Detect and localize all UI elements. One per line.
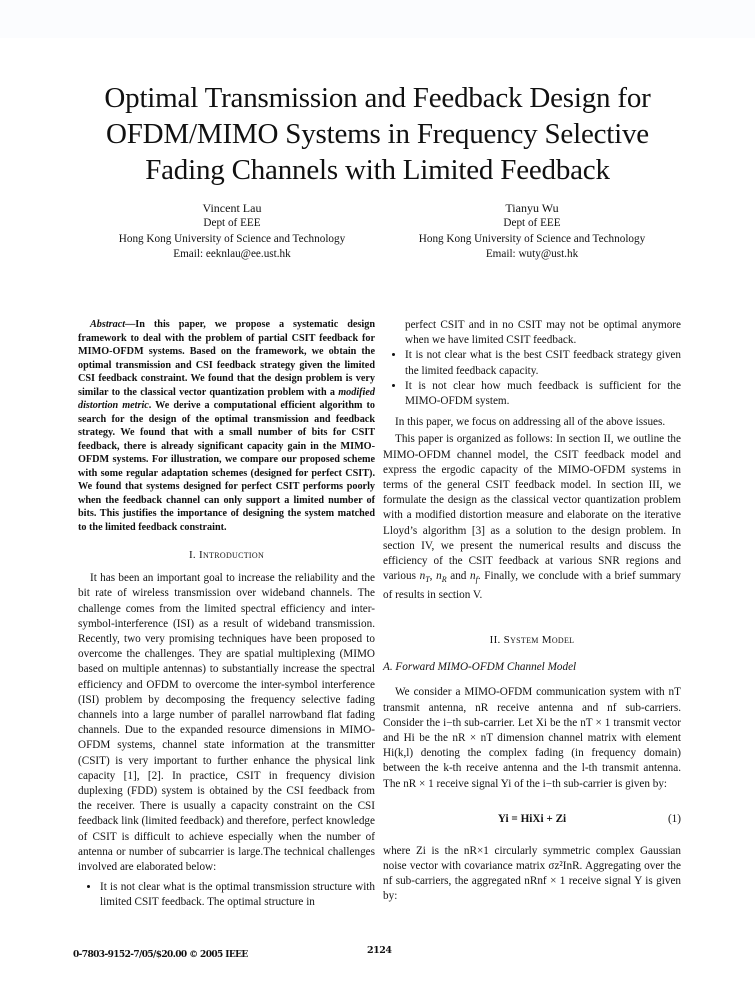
abstract-label: Abstract <box>90 319 126 330</box>
section-heading-system-model: II. System Model <box>489 633 575 646</box>
author-affiliation: Hong Kong University of Science and Technology <box>118 232 346 245</box>
top-band <box>0 0 755 38</box>
author-2 <box>372 201 692 263</box>
list-item: • It is not clear how much feedback is sufficient for the MIMO-OFDM system. <box>405 379 681 409</box>
equation-1 <box>383 812 681 828</box>
left-column <box>78 318 375 917</box>
equation-number: (1) <box>667 812 681 825</box>
list-item-continued: perfect CSIT and in no CSIT may not be optimal anymore when we have limited CSIT feedback. <box>405 319 681 347</box>
subsection-heading: A. Forward MIMO-OFDM Channel Model <box>383 661 577 674</box>
paper-title <box>40 80 715 188</box>
author-1 <box>72 201 392 263</box>
author-email: Email: wuty@ust.hk <box>485 248 579 261</box>
abstract-text: In this paper, we propose a systematic design framework to deal with the problem of partial CSIT feedback for MIMO-OFDM systems. Based on the framework, we obtain the optimal transmission and CSI feedback strategy given the limited CSI feedback constraint. We found that the design problem is very similar to the classical vector quantization problem with a <box>78 319 375 398</box>
title-line: Optimal Transmission and Feedback Design for <box>104 82 651 114</box>
abstract-emphasis: modified distortion metric <box>78 386 375 411</box>
author-name: Tianyu Wu <box>505 201 559 215</box>
right-column <box>383 318 681 905</box>
intro-paragraph: In this paper, we focus on addressing all of the above issues. <box>395 416 666 429</box>
challenges-list <box>78 880 375 910</box>
system-model-paragraph: We consider a MIMO-OFDM communication system with nT transmit antenna, nR receive antenna and nf sub-carriers. Consider the i−th sub-carrier. Let Xi be the nT × 1 transmit vector and Hi be the nR × nT dimension channel matrix with element Hi(k,l) denoting the complex fading (in frequency domain) between the k-th receive antenna and the l-th transmit antenna. The nR × 1 receive signal Yi of the i−th sub-carrier is given by: <box>383 686 681 790</box>
author-dept: Dept of EEE <box>203 217 261 230</box>
page-number: 2124 <box>367 945 392 956</box>
author-name: Vincent Lau <box>202 201 262 215</box>
title-line: OFDM/MIMO Systems in Frequency Selective <box>106 118 649 150</box>
title-line: Fading Channels with Limited Feedback <box>145 154 610 186</box>
system-model-paragraph: where Zi is the nR×1 circularly symmetric complex Gaussian noise vector with covariance matrix σz²InR. Aggregating over the nf sub-carriers, the aggregated nRnf × 1 receive signal Y is given by: <box>383 844 681 903</box>
author-dept: Dept of EEE <box>503 217 561 230</box>
intro-paragraph: It has been an important goal to increase the reliability and the bit rate of wireless transmission over wideband channels. The challenge comes from the limited spectral efficiency and inter-symbol-interference (ISI) as a result of wideband transmission. Recently, two very promising techniques have been proposed to overcome the challenges. They are spatial multiplexing (MIMO based on multiple antennas) to substantially increase the spectral efficiency and OFDM to overcome the inter-symbol interference (ISI) problem by decomposing the frequency selective fading channels into a large number of parallel narrowband flat fading channels. Due to the expanded resource dimensions in MIMO-OFDM systems, channel state information at the transmitter (CSIT) is very important to further enhance the physical link capacity [1], [2]. In practice, CSIT in frequency division duplexing (FDD) system is obtained by the CSI feedback from the receiver. There is usually a capacity constraint on the CSI feedback link (limited feedback) and therefore, perfect knowledge of CSIT is difficult to achieve especially when the number of antenna or number of subcarrier is large.The technical challenges involved are elaborated below: <box>78 572 375 874</box>
list-item: • It is not clear what is the optimal transmission structure with limited CSIT feedback. The optimal structure in <box>100 880 375 910</box>
author-email: Email: eeknlau@ee.ust.hk <box>173 248 291 261</box>
equation-body: Yi = HiXi + Zi <box>497 812 567 825</box>
section-heading-introduction: I. Introduction <box>188 549 265 561</box>
organization-paragraph: This paper is organized as follows: In section II, we outline the MIMO-OFDM channel model, the CSIT feedback model and express the ergodic capacity of the MIMO-OFDM systems in terms of the general CSIT feedback model. In section III, we formulate the design as the classical vector quantization problem with a modified distortion measure and elaborate on the iterative Lloyd’s algorithm [3] as a solution to the design problem. In section IV, we present the numerical results and discuss the efficiency of the CSIT feedback at various SNR regions and various $n_T$, $n_R$ and $n_f$. Finally, we conclude with a brief summary of results in section V. <box>383 433 682 601</box>
challenges-list-continued <box>383 348 681 409</box>
author-affiliation: Hong Kong University of Science and Technology <box>418 232 646 245</box>
copyright-notice: 0-7803-9152-7/05/$20.00 © 2005 IEEE <box>73 950 248 960</box>
abstract: Abstract—In this paper, we propose a systematic design framework to deal with the problem of partial CSIT feedback for MIMO-OFDM systems. Based on the framework, we obtain the optimal transmission and CSI feedback strategy given the limited CSI feedback constraint. We found that the design problem is very similar to the classical vector quantization problem with a modified distortion metric. We derive a computational efficient algorithm to search for the design of the optimal transmission and feedback strategy. We found that with a small number of bits for CSIT feedback, there is already significant capacity gain in the MIMO-OFDM systems. For illustration, we compare our proposed scheme with some regular adaptation schemes (designed for perfect CSIT). We found that systems designed for perfect CSIT performs poorly when the feedback channel can only support a limited number of bits. This justifies the importance of designing the system matched to the limited feedback constraint. <box>78 319 375 533</box>
list-item: • It is not clear what is the best CSIT feedback strategy given the limited feedback capacity. <box>405 348 681 378</box>
